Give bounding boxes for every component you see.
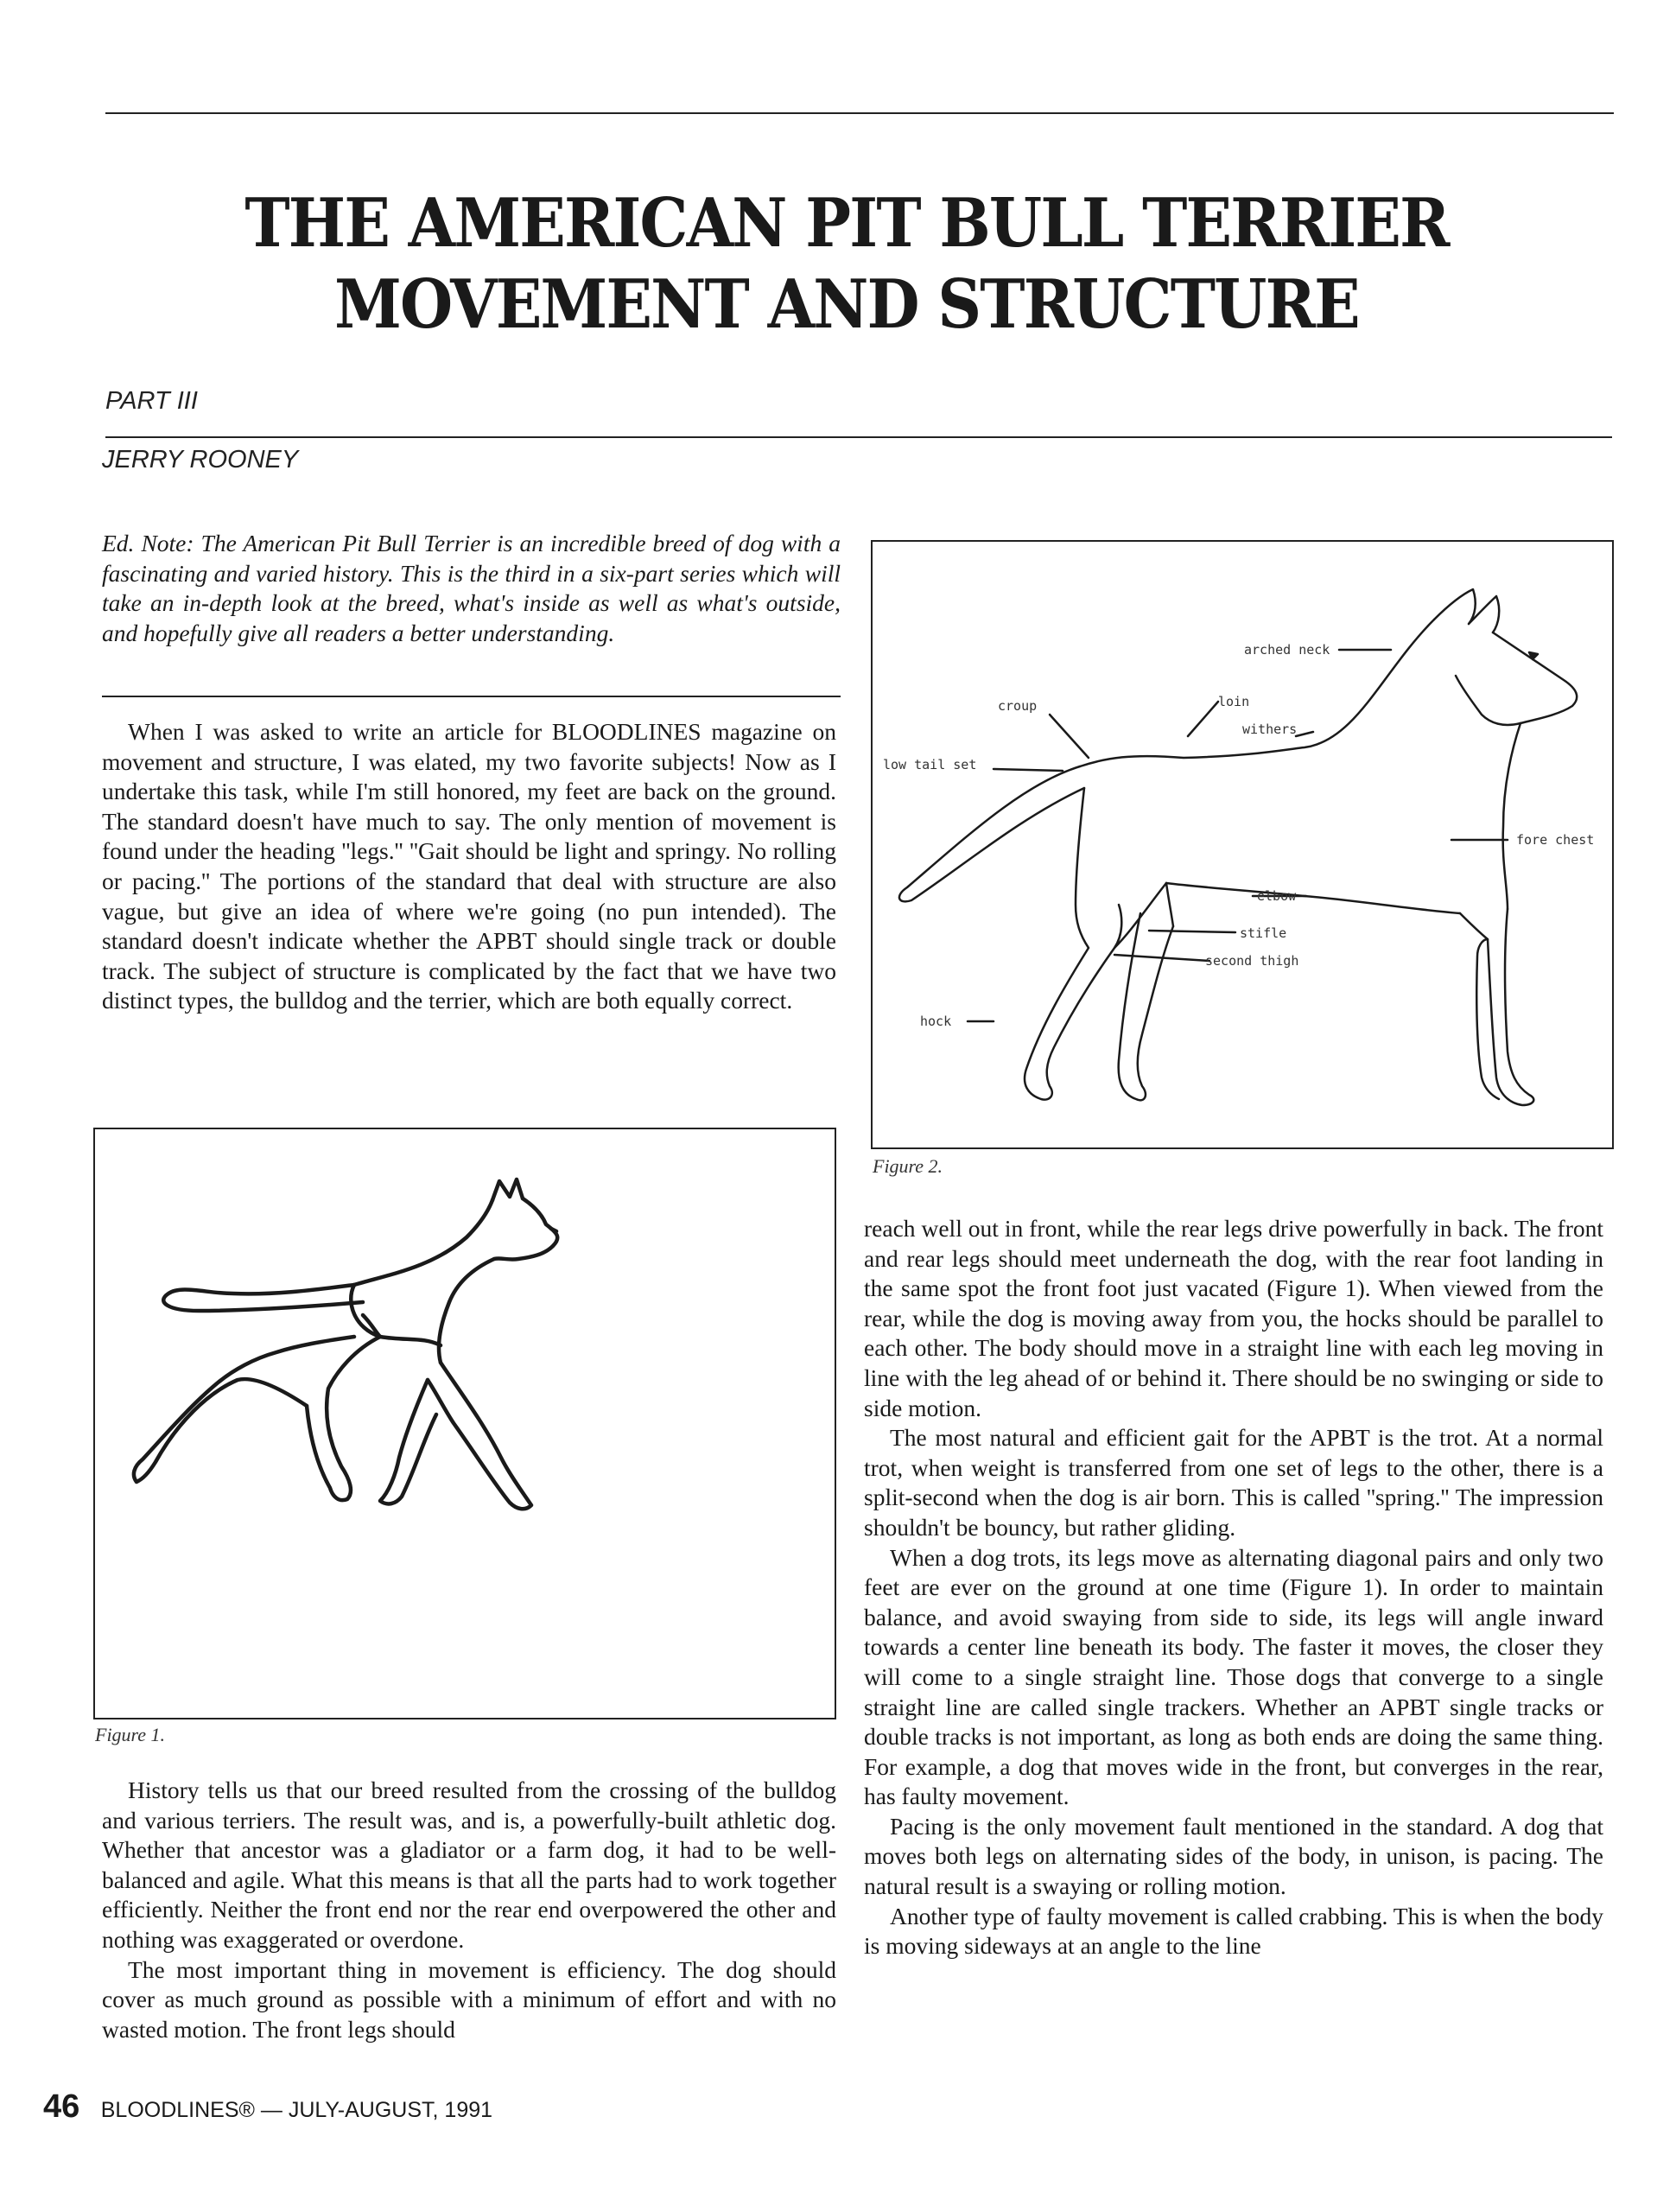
label-elbow: elbow xyxy=(1257,888,1297,904)
ednote-rule xyxy=(102,696,841,697)
figure-1-frame xyxy=(93,1128,836,1719)
author-name: JERRY ROONEY xyxy=(102,446,299,474)
label-low-tail-set: low tail set xyxy=(883,757,977,772)
label-fore-chest: fore chest xyxy=(1516,832,1595,848)
paragraph: Another type of faulty movement is called crabbing. This is when the body is moving sideways at an angle to the line xyxy=(864,1902,1603,1960)
part-label: PART III xyxy=(105,387,198,415)
paragraph: When a dog trots, its legs move as alternating diagonal pairs and only two feet are ever on the ground at one time (Figure 1). In order to maintain balance, and avoid swaying from side to side, its legs will angle inward towards a center line beneath its body. The faster it moves, the closer they will come to a single straight line. Those dogs that converge to a single straight line are called single trackers. Whether an APBT single tracks or double tracks is not important, as long as both ends are doing the same thing. For example, a dog that moves wide in the front, but converges in the rear, has faulty movement. xyxy=(864,1543,1603,1810)
editors-note: Ed. Note: The American Pit Bull Terrier is an incredible breed of dog with a fascinating and varied history. This is the third in a six-part series which will take an in-depth look at the breed, what's inside as well as what's outside, and hopefully give all readers a better understanding. xyxy=(102,530,841,646)
label-croup: croup xyxy=(998,698,1038,714)
figure-2-caption: Figure 2. xyxy=(873,1155,943,1177)
label-second-thigh: second thigh xyxy=(1205,953,1299,969)
page-number: 46 xyxy=(43,2088,80,2125)
paragraph: The most natural and efficient gait for the APBT is the trot. At a normal trot, when weight is transferred from one set of legs to the other, there is a split-second when the dog is air born. This is called ''spring.'' The impression shouldn't be bouncy, but rather gliding. xyxy=(864,1424,1603,1541)
label-withers: withers xyxy=(1242,721,1298,737)
article-title xyxy=(240,183,1453,346)
title-line-1: THE AMERICAN PIT BULL TERRIER xyxy=(244,184,1449,263)
left-column-bottom xyxy=(102,1776,836,2044)
footer-publication: BLOODLINES® — JULY-AUGUST, 1991 xyxy=(100,2098,493,2122)
right-column xyxy=(864,1214,1603,1961)
paragraph: When I was asked to write an article for BLOODLINES magazine on movement and structure, I was elated, my two favorite subjects! Now as I undertake this task, while I'm still honored, my feet are back on the ground. The standard doesn't have much to say. The only mention of movement is found under the heading ''legs.'' ''Gait should be light and springy. No rolling or pacing.'' The portions of the standard that deal with structure are also vague, but give an idea of where we're going (no pun intended). The standard doesn't indicate whether the APBT should single track or double track. The subject of structure is complicated by the fact that we have two distinct types, the bulldog and the terrier, which are both equally correct. xyxy=(102,718,836,1014)
label-arched-neck: arched neck xyxy=(1244,642,1330,658)
paragraph: Pacing is the only movement fault mentioned in the standard. A dog that moves both legs on alternating sides of the body, in unison, is pacing. The natural result is a swaying or rolling motion. xyxy=(864,1812,1603,1900)
title-line-2: MOVEMENT AND STRUCTURE xyxy=(334,265,1359,344)
paragraph: reach well out in front, while the rear legs drive powerfully in back. The front and rear legs should meet underneath the dog, with the rear foot landing in the same spot the front foot just vacated (Figure 1). When viewed from the rear, while the dog is moving away from you, the hocks should be parallel to each other. The body should move in a straight line with each leg moving in line with the leg ahead of or behind it. There should be no swinging or side to side motion. xyxy=(864,1215,1603,1421)
trotting-dog-illustration xyxy=(95,1129,835,1718)
figure-2-frame xyxy=(871,540,1614,1149)
label-hock: hock xyxy=(920,1014,952,1029)
label-loin: loin xyxy=(1218,694,1250,709)
label-stifle: stifle xyxy=(1240,925,1287,941)
standing-dog-diagram xyxy=(873,542,1612,1147)
byline-rule xyxy=(105,436,1612,438)
page-footer xyxy=(43,2088,492,2126)
top-rule xyxy=(105,112,1614,114)
figure-1-caption: Figure 1. xyxy=(95,1724,166,1745)
left-column-top xyxy=(102,717,836,1016)
paragraph: The most important thing in movement is efficiency. The dog should cover as much ground as possible with a minimum of effort and with no wasted motion. The front legs should xyxy=(102,1955,836,2043)
paragraph: History tells us that our breed resulted from the crossing of the bulldog and various terriers. The result was, and is, a powerfully-built athletic dog. Whether that ancestor was a gladiator or a farm dog, it had to be well-balanced and agile. What this means is that all the parts had to work together efficiently. Neither the front end nor the rear end overpowered the other and nothing was exaggerated or overdone. xyxy=(102,1777,836,1953)
